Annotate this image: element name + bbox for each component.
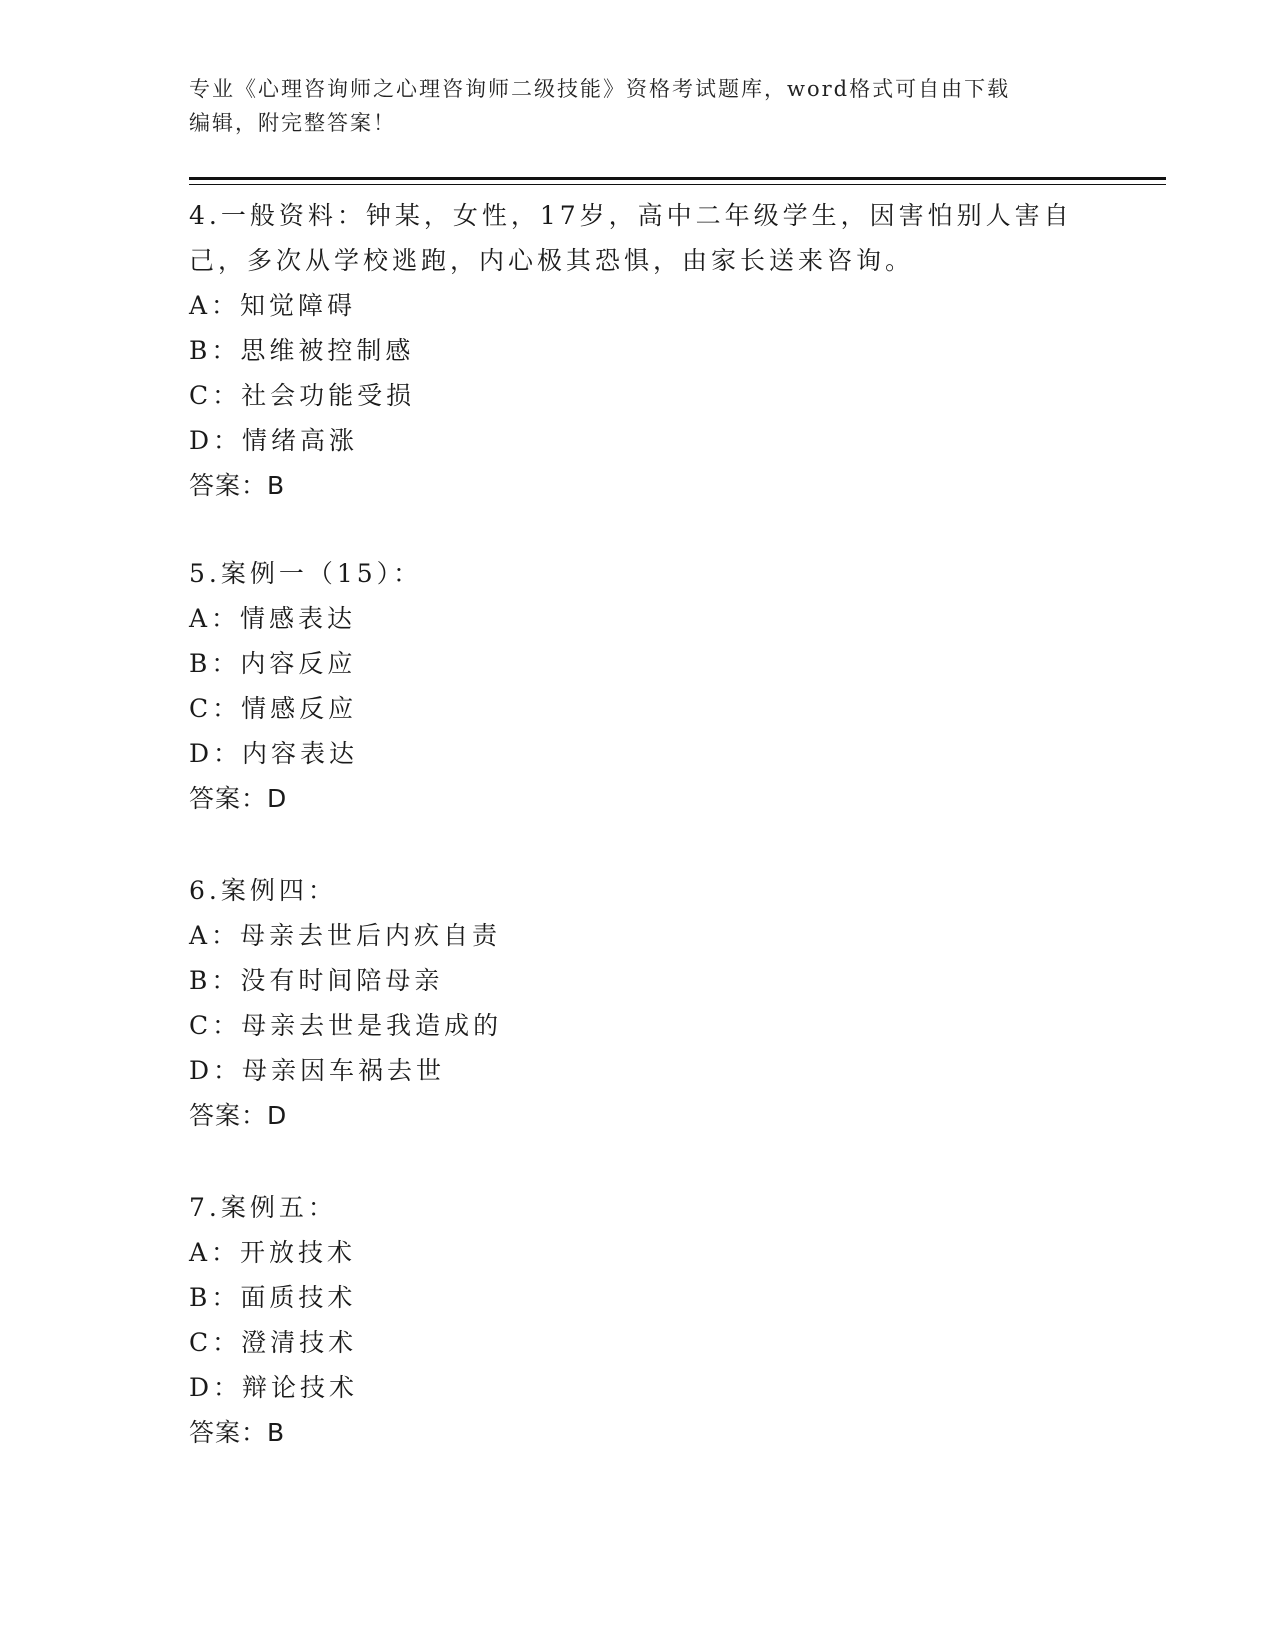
header-divider-thick (189, 177, 1166, 180)
option-c: C：情感反应 (189, 694, 358, 723)
answer: 答案：B (189, 471, 286, 500)
option-c: C：澄清技术 (189, 1328, 358, 1357)
option-b: B：没有时间陪母亲 (189, 966, 444, 995)
option-d: D：辩论技术 (189, 1373, 359, 1402)
option-b: B：内容反应 (189, 649, 357, 678)
option-d: D：母亲因车祸去世 (189, 1056, 446, 1085)
question-stem: 4.一般资料：钟某，女性，17岁，高中二年级学生，因害怕别人害自 (189, 201, 1073, 230)
header-line-1: 专业《心理咨询师之心理咨询师二级技能》资格考试题库，word格式可自由下载 (189, 77, 1011, 101)
question-stem: 5.案例一（15）： (189, 559, 423, 588)
option-c: C：社会功能受损 (189, 381, 416, 410)
option-a: A：开放技术 (189, 1238, 357, 1267)
question-4 (189, 193, 1089, 508)
option-b: B：思维被控制感 (189, 336, 415, 365)
option-d: D：情绪高涨 (189, 426, 359, 455)
document-header (189, 72, 1089, 140)
option-c: C：母亲去世是我造成的 (189, 1011, 503, 1040)
question-stem: 6.案例四： (189, 876, 337, 905)
question-stem: 7.案例五： (189, 1193, 337, 1222)
option-a: A：知觉障碍 (189, 291, 357, 320)
answer: 答案：B (189, 1418, 286, 1447)
option-b: B：面质技术 (189, 1283, 357, 1312)
header-line-2: 编辑，附完整答案！ (189, 111, 396, 135)
option-d: D：内容表达 (189, 739, 359, 768)
question-6 (189, 868, 1089, 1138)
answer: 答案：D (189, 784, 288, 813)
option-a: A：母亲去世后内疚自责 (189, 921, 502, 950)
question-5 (189, 551, 1089, 821)
option-a: A：情感表达 (189, 604, 357, 633)
header-divider-thin (189, 184, 1166, 185)
question-7 (189, 1185, 1089, 1455)
question-stem-continued: 己，多次从学校逃跑，内心极其恐惧，由家长送来咨询。 (189, 246, 915, 275)
answer: 答案：D (189, 1101, 288, 1130)
